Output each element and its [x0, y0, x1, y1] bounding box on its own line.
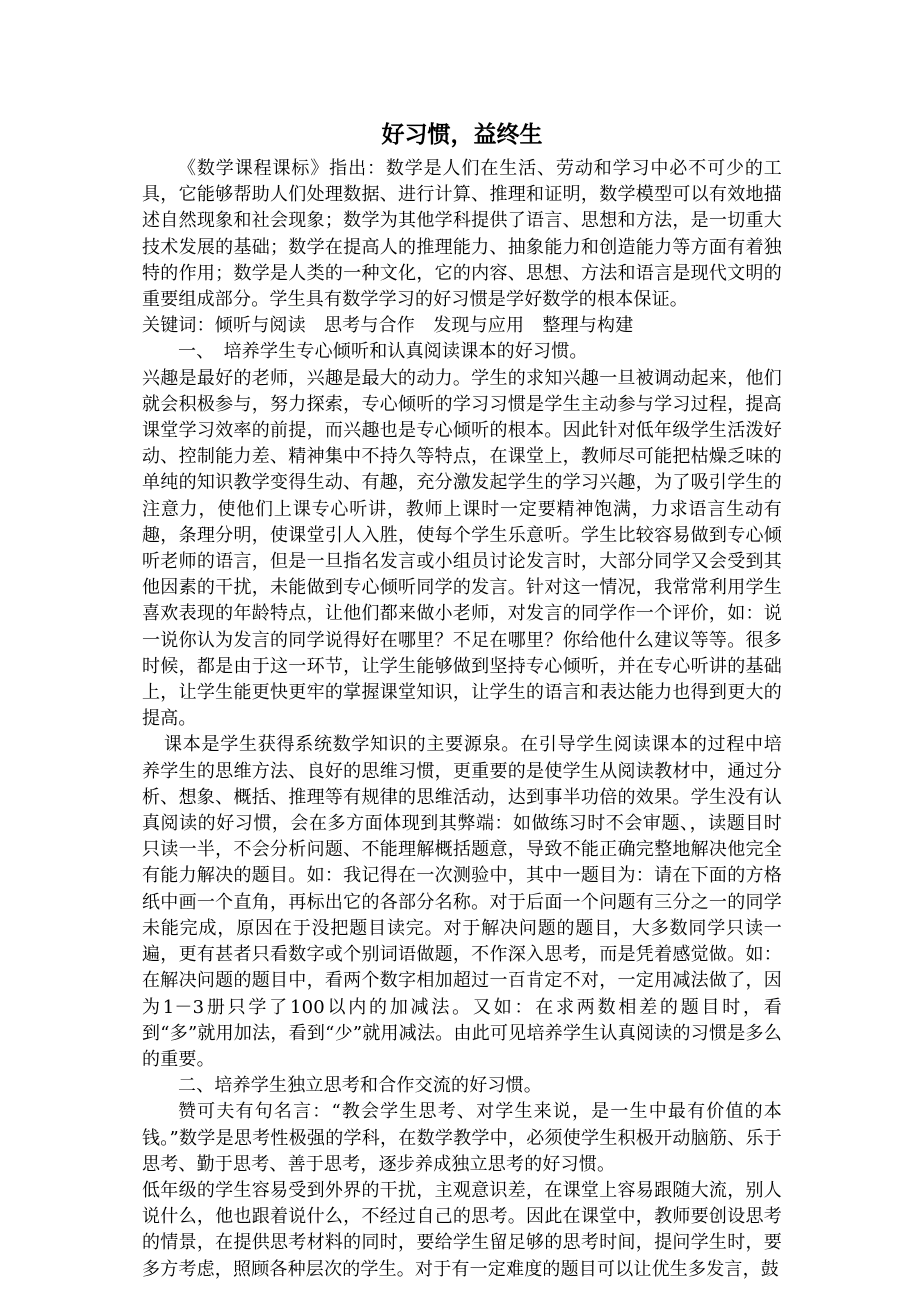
keywords-line: 关键词：倾听与阅读 思考与合作 发现与应用 整理与构建 [142, 315, 634, 337]
body-paragraph: 低年级的学生容易受到外界的干扰，主观意识差，在课堂上容易跟随大流，别人说什么，他也跟着说什么，不经过自己的思考。因此在课堂中，教师要创设思考的情景，在提供思考材料的同时，要给学生留足够的思考时间，提问学生时，要多方考虑，照顾各种层次的学生。对于有一定难度的题目可以让优生多发言，鼓 [142, 1179, 782, 1280]
body-paragraph: 课本是学生获得系统数学知识的主要源泉。在引导学生阅读课本的过程中培养学生的思维方法、良好的思维习惯，更重要的是使学生从阅读教材中，通过分析、想象、概括、推理等有规律的思维活动，达到事半功倍的效果。学生没有认真阅读的好习惯，会在多方面体现到其弊端：如做练习时不会审题、，读题目时只读一半，不会分析问题、不能理解概括题意，导致不能正确完整地解决他完全有能力解决的题目。如：我记得在一次测验中，其中一题目为：请在下面的方格纸中画一个直角，再标出它的各部分名称。对于后面一个问题有三分之一的同学未能完成，原因在于没把题目读完。对于解决问题的题目，大多数同学只读一遍，更有甚者只看数字或个别词语做题，不作深入思考，而是凭着感觉做。如：在解决问题的题目中，看两个数字相加超过一百肯定不对，一定用减法做了，因为1－3册只学了100以内的加减法。又如：在求两数相差的题目时，看到“多”就用加法，看到“少”就用减法。由此可见培养学生认真阅读的习惯是多么的重要。 [142, 734, 782, 1070]
body-paragraph: 兴趣是最好的老师，兴趣是最大的动力。学生的求知兴趣一旦被调动起来，他们就会积极参与，努力探索，专心倾听的学习习惯是学生主动参与学习过程，提高课堂学习效率的前提，而兴趣也是专心倾听的根本。因此针对低年级学生活泼好动、控制能力差、精神集中不持久等特点，在课堂上，教师尽可能把枯燥乏味的单纯的知识教学变得生动、有趣，充分激发起学生的学习兴趣，为了吸引学生的注意力，使他们上课专心听讲，教师上课时一定要精神饱满，力求语言生动有趣，条理分明，使课堂引人入胜，使每个学生乐意听。学生比较容易做到专心倾听老师的语言，但是一旦指名发言或小组员讨论发言时，大部分同学又会受到其他因素的干扰，未能做到专心倾听同学的发言。针对这一情况，我常常利用学生喜欢表现的年龄特点，让他们都来做小老师，对发言的同学作一个评价，如：说一说你认为发言的同学说得好在哪里？不足在哪里？你给他什么建议等等。很多时候，都是由于这一环节，让学生能够做到坚持专心倾听，并在专心听讲的基础上，让学生能更快更牢的掌握课堂知识，让学生的语言和表达能力也得到更大的提高。 [142, 367, 782, 730]
section-heading-1: 一、 培养学生专心倾听和认真阅读课本的好习惯。 [178, 341, 588, 363]
intro-paragraph: 《数学课程课标》指出：数学是人们在生活、劳动和学习中必不可少的工具，它能够帮助人们处理数据、进行计算、推理和证明，数学模型可以有效地描述自然现象和社会现象；数学为其他学科提供了语言、思想和方法，是一切重大技术发展的基础；数学在提高人的推理能力、抽象能力和创造能力等方面有着独特的作用；数学是人类的一种文化，它的内容、思想、方法和语言是现代文明的重要组成部分。学生具有数学学习的好习惯是学好数学的根本保证。 [142, 158, 782, 311]
section-heading-2: 二、培养学生独立思考和合作交流的好习惯。 [178, 1075, 542, 1097]
document-page [142, 118, 782, 1283]
body-paragraph: 赞可夫有句名言：“教会学生思考、对学生来说，是一生中最有价值的本钱。”数学是思考性极强的学科，在数学教学中，必须使学生积极开动脑筋、乐于思考、勤于思考、善于思考，逐步养成独立思考的好习惯。 [142, 1101, 782, 1175]
document-title: 好习惯，益终生 [381, 122, 543, 148]
